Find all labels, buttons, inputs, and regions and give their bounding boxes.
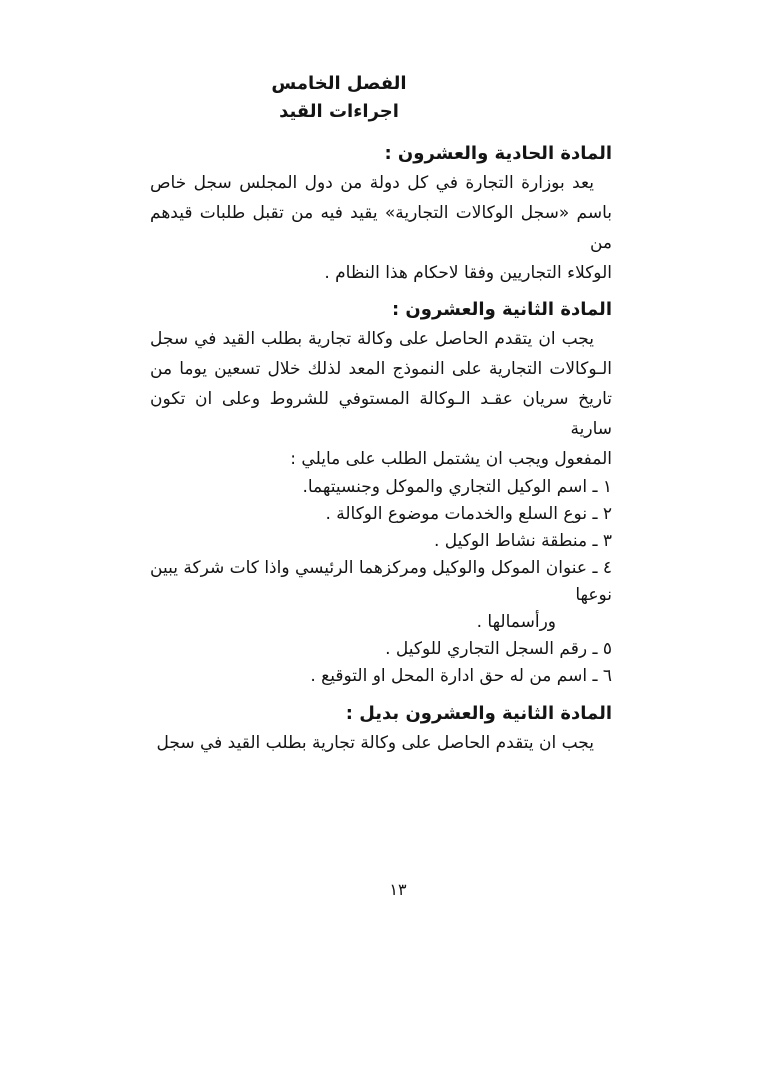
page-number: ١٣ xyxy=(389,880,407,899)
chapter-title: الفصل الخامس xyxy=(271,73,407,94)
list-line: ٥ ـ رقم السجل التجاري للوكيل . xyxy=(385,639,612,659)
list-line: ٢ ـ نوع السلع والخدمات موضوع الوكالة . xyxy=(325,504,612,524)
list-line: ورأسمالها . xyxy=(476,612,556,632)
chapter-header xyxy=(150,70,612,126)
article-heading: المادة الثانية والعشرون : xyxy=(391,299,612,320)
paragraph-line: المفعول ويجب ان يشتمل الطلب على مايلي : xyxy=(290,449,612,469)
article xyxy=(150,140,612,288)
article-heading: المادة الحادية والعشرون : xyxy=(384,143,612,164)
paragraph-line: تاريخ سريان عقـد الـوكالة المستوفي للشروط وعلى ان تكون سارية xyxy=(150,389,612,439)
paragraph-line: يجب ان يتقدم الحاصل على وكالة تجارية بطلب القيد في سجل xyxy=(150,329,594,349)
paragraph-line: يعد بوزارة التجارة في كل دولة من دول المجلس سجل خاص xyxy=(150,173,594,193)
list-line: ١ ـ اسم الوكيل التجاري والموكل وجنسيتهما. xyxy=(302,477,612,497)
article xyxy=(150,296,612,690)
paragraph-line: الوكلاء التجاريين وفقا لاحكام هذا النظام . xyxy=(324,263,612,283)
document-content xyxy=(150,70,612,758)
articles-container xyxy=(150,140,612,758)
list-line: ٣ ـ منطقة نشاط الوكيل . xyxy=(433,531,612,551)
article-heading: المادة الثانية والعشرون بديل : xyxy=(345,703,612,724)
chapter-subtitle: اجراءات القيد xyxy=(279,101,399,122)
paragraph-line: الـوكالات التجارية على النموذج المعد لذلك خلال تسعين يوما من xyxy=(150,359,612,379)
list-line: ٤ ـ عنوان الموكل والوكيل ومركزهما الرئيسي واذا كات شركة يبين نوعها xyxy=(150,558,612,605)
article xyxy=(150,700,612,758)
paragraph-line: باسم «سجل الوكالات التجارية» يقيد فيه من تقبل طلبات قيدهم من xyxy=(150,203,612,253)
list-line: ٦ ـ اسم من له حق ادارة المحل او التوقيع . xyxy=(310,666,612,686)
paragraph-line: يجب ان يتقدم الحاصل على وكالة تجارية بطلب القيد في سجل xyxy=(156,733,594,753)
